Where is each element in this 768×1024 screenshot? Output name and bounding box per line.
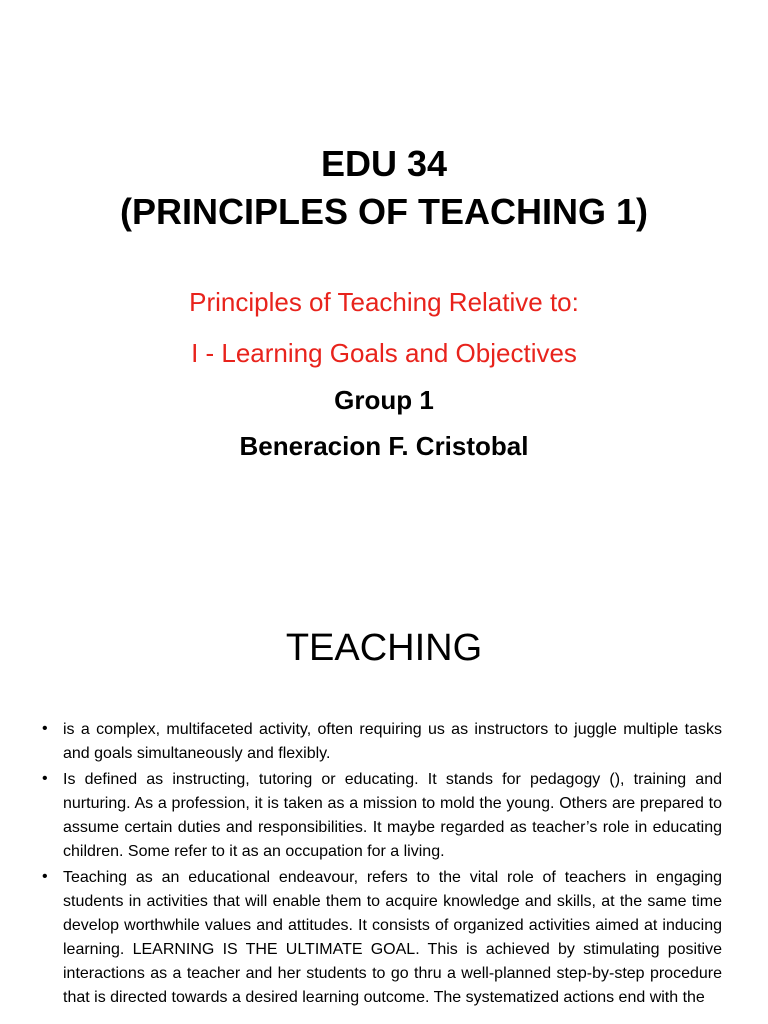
bullet-item xyxy=(40,718,722,766)
bullet-item xyxy=(40,866,722,1010)
bullet-text: is a complex, multifaceted activity, often requiring us as instructors to juggle multiple tasks and goals simultaneously and flexibly. xyxy=(63,721,722,762)
bullet-text: Teaching as an educational endeavour, refers to the vital role of teachers in engaging students in activities that will enable them to acquire knowledge and skills, at the same time develop worthwhile values and attitudes. It consists of organized activities aimed at inducing learning. LEARNING IS THE ULTIMATE GOAL. This is achieved by stimulating positive interactions as a teacher and her students to go thru a well-planned step-by-step procedure that is directed towards a desired learning outcome. The systematized actions end with the xyxy=(63,869,722,1006)
title-line-1: EDU 34 xyxy=(320,143,448,184)
slide-title xyxy=(0,140,768,236)
title-line-2: (PRINCIPLES OF TEACHING 1) xyxy=(119,191,649,232)
bullet-icon: • xyxy=(42,868,48,885)
group-label: Group 1 xyxy=(334,385,434,415)
bullet-list xyxy=(40,718,722,1012)
bullet-text: Is defined as instructing, tutoring or educating. It stands for pedagogy (), training and nurturing. As a profession, it is taken as a mission to mold the young. Others are prepared to assume certain duties and responsibilities. It maybe regarded as teacher’s role in educating children. Some refer to it as an occupation for a living. xyxy=(63,771,722,860)
author-name: Beneracion F. Cristobal xyxy=(239,431,529,461)
slide-2-title: TEACHING xyxy=(285,627,483,669)
bullet-icon: • xyxy=(42,720,48,737)
bullet-icon: • xyxy=(42,770,48,787)
subtitle-line-2: I - Learning Goals and Objectives xyxy=(191,338,577,368)
subtitle-line-1: Principles of Teaching Relative to: xyxy=(189,287,579,317)
slide-2 xyxy=(0,578,768,1024)
bullet-item xyxy=(40,768,722,864)
